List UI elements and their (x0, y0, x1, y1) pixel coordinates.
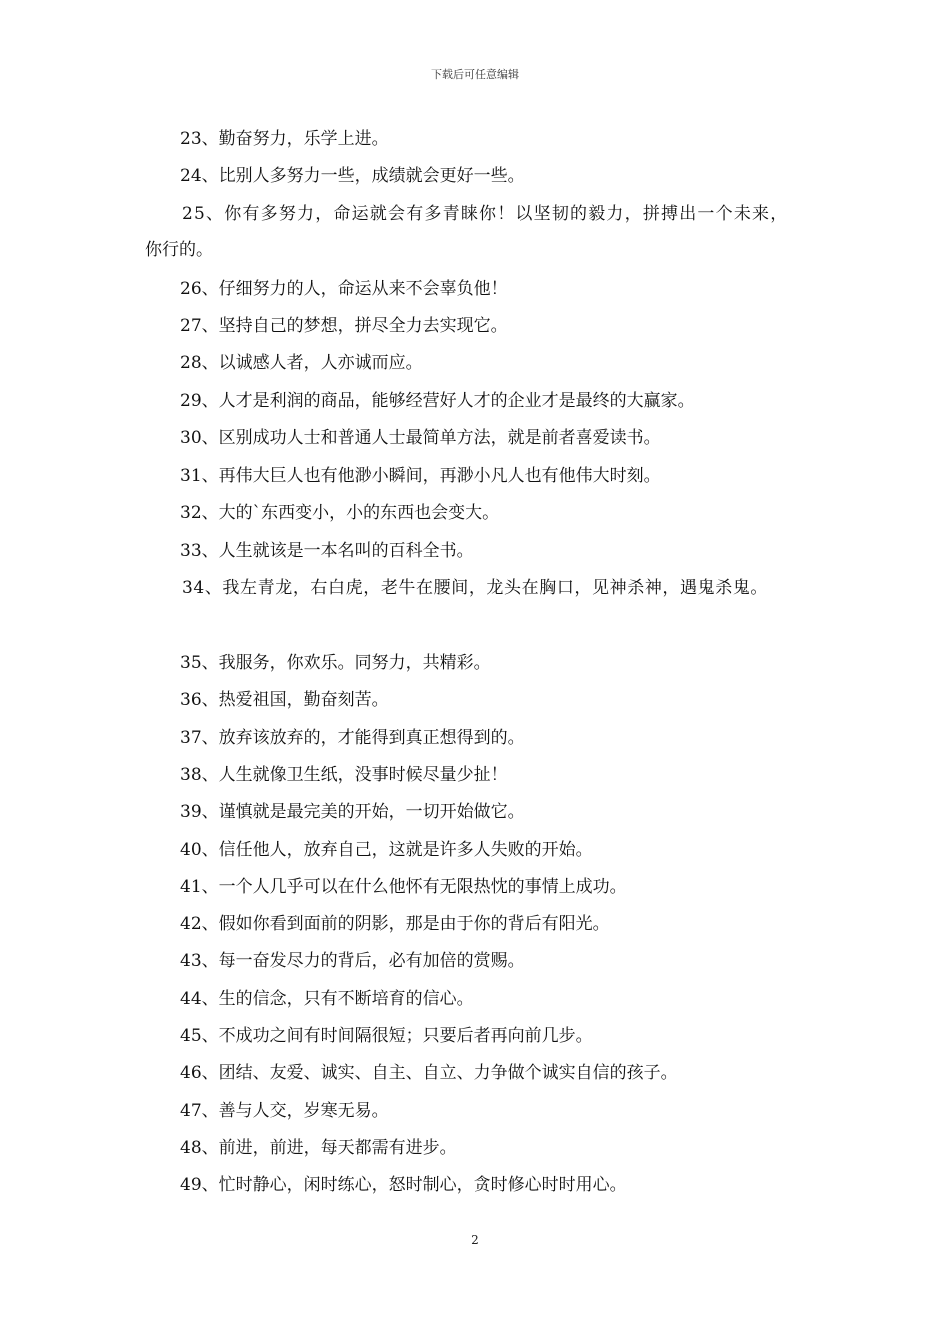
list-item: 41、一个人几乎可以在什么他怀有无限热忱的事情上成功。 (180, 877, 627, 897)
page-number: 2 (471, 1233, 479, 1247)
list-item: 45、不成功之间有时间隔很短；只要后者再向前几步。 (180, 1026, 593, 1046)
list-item: 36、热爱祖国，勤奋刻苦。 (180, 690, 389, 710)
page-header: 下载后可任意编辑 (431, 68, 519, 81)
list-item: 42、假如你看到面前的阴影，那是由于你的背后有阳光。 (180, 914, 610, 934)
list-item: 26、仔细努力的人，命运从来不会辜负他！ (180, 279, 508, 299)
list-item: 46、团结、友爱、诚实、自主、自立、力争做个诚实自信的孩子。 (180, 1063, 678, 1083)
list-item: 32、大的`东西变小，小的东西也会变大。 (180, 503, 500, 523)
list-item: 29、人才是利润的商品，能够经营好人才的企业才是最终的大赢家。 (180, 391, 695, 411)
list-item: 27、坚持自己的梦想，拼尽全力去实现它。 (180, 316, 508, 336)
list-item: 33、人生就该是一本名叫的百科全书。 (180, 541, 474, 561)
list-item: 48、前进，前进，每天都需有进步。 (180, 1138, 457, 1158)
list-item: 38、人生就像卫生纸，没事时候尽量少扯！ (180, 765, 508, 785)
list-item: 39、谨慎就是最完美的开始，一切开始做它。 (180, 802, 525, 822)
list-item: 30、区别成功人士和普通人士最简单方法，就是前者喜爱读书。 (180, 428, 661, 448)
list-item: 49、忙时静心，闲时练心，怒时制心，贪时修心时时用心。 (180, 1175, 627, 1195)
list-item: 31、再伟大巨人也有他渺小瞬间，再渺小凡人也有他伟大时刻。 (180, 466, 661, 486)
list-item: 23、勤奋努力，乐学上进。 (180, 129, 389, 149)
list-item: 28、以诚感人者，人亦诚而应。 (180, 353, 423, 373)
list-item: 35、我服务，你欢乐。同努力，共精彩。 (180, 653, 491, 673)
list-item: 40、信任他人，放弃自己，这就是许多人失败的开始。 (180, 840, 593, 860)
list-item: 24、比别人多努力一些，成绩就会更好一些。 (180, 166, 525, 186)
list-item: 25、你有多努力，命运就会有多青睐你！以坚韧的毅力，拼搏出一个未来， (182, 204, 789, 224)
list-item: 34、我左青龙，右白虎，老牛在腰间，龙头在胸口，见神杀神，遇鬼杀鬼。 (182, 578, 769, 598)
list-item: 44、生的信念，只有不断培育的信心。 (180, 989, 474, 1009)
list-item: 37、放弃该放弃的，才能得到真正想得到的。 (180, 728, 525, 748)
list-item: 47、善与人交，岁寒无易。 (180, 1101, 389, 1121)
list-item-continuation: 你行的。 (145, 240, 213, 260)
list-item: 43、每一奋发尽力的背后，必有加倍的赏赐。 (180, 951, 525, 971)
